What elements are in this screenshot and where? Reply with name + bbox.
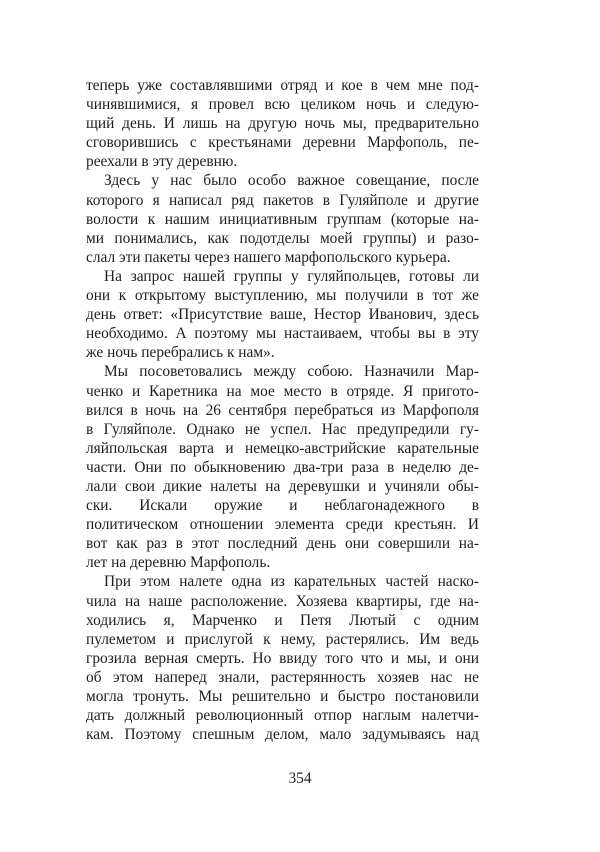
paragraph xyxy=(86,267,479,362)
text-line: грозила верная смерть. Но ввиду того что и мы, и они xyxy=(86,649,479,667)
text-line: могла тронуть. Мы решительно и быстро постановили xyxy=(86,688,479,705)
paragraph xyxy=(86,362,479,572)
text-line: в Гуляйполе. Однако не успел. Нас предупредили гу- xyxy=(86,420,479,438)
text-line: они к открытому выступлению, мы получили в тот же xyxy=(86,287,479,305)
text-line: день ответ: «Присутствие ваше, Нестор Иванович, здесь xyxy=(86,306,479,324)
text-line: части. Они по обыкновению два-три раза в неделю де- xyxy=(86,458,479,476)
text-line: ски. Искали оружие и неблагонадежного в xyxy=(86,497,479,515)
text-line: которого я написал ряд пакетов в Гуляйполе и другие xyxy=(86,191,479,209)
text-line: При этом налете одна из карательных частей наско- xyxy=(104,573,479,591)
text-line: сговорившись с крестьянами деревни Марфополь, пе- xyxy=(86,134,479,152)
text-line: чинявшимися, я провел всю целиком ночь и следую- xyxy=(86,96,479,114)
page-number: 354 xyxy=(288,770,312,787)
text-line: Здесь у нас было особо важное совещание, после xyxy=(104,172,479,190)
paragraph xyxy=(86,76,479,171)
text-line: же ночь перебрались к нам». xyxy=(86,344,275,362)
text-line: политическом отношении элемента среди крестьян. И xyxy=(86,516,479,534)
text-line: На запрос нашей группы у гуляйпольцев, готовы ли xyxy=(104,267,479,285)
text-line: ходились я, Марченко и Петя Лютый с одним xyxy=(86,611,479,629)
text-line: чила на наше расположение. Хозяева квартиры, где на- xyxy=(86,592,479,610)
text-line: вот как раз в этот последний день они совершили на- xyxy=(86,535,479,553)
text-line: ми понимались, как подотделы моей группы) и разо- xyxy=(86,229,479,247)
text-line: вился в ночь на 26 сентября перебраться из Марфополя xyxy=(86,401,479,419)
text-line: ченко и Каретника на мое место в отряде. Я пригото- xyxy=(86,382,479,400)
text-line: щий день. И лишь на другую ночь мы, предварительно xyxy=(86,115,479,133)
paragraph xyxy=(86,171,479,266)
text-line: лали свои дикие налеты на деревушки и учиняли обы- xyxy=(86,477,479,495)
text-line: волости к нашим инициативным группам (которые на- xyxy=(86,210,479,228)
text-line: ляйпольская варта и немецко-австрийские карательные xyxy=(86,439,479,457)
paragraph xyxy=(86,572,479,744)
text-line: пулеметом и прислугой к нему, растерялись. Им ведь xyxy=(86,630,479,648)
text-line: необходимо. А поэтому мы настаиваем, чтобы вы в эту xyxy=(86,325,479,343)
text-line: дать должный революционный отпор наглым налетчи- xyxy=(86,707,479,725)
text-line: реехали в эту деревню. xyxy=(86,153,238,171)
text-line: кам. Поэтому спешным делом, мало задумываясь над xyxy=(86,726,479,744)
body-text xyxy=(86,76,479,744)
text-line: об этом наперед знали, растерянность хозяев нас не xyxy=(86,668,479,686)
text-line: слал эти пакеты через нашего марфопольского курьера. xyxy=(86,248,451,266)
text-line: лет на деревню Марфополь. xyxy=(86,554,271,572)
text-line: Мы посоветовались между собою. Назначили Мар- xyxy=(104,363,479,381)
text-line: теперь уже составлявшими отряд и кое в чем мне под- xyxy=(86,77,479,94)
